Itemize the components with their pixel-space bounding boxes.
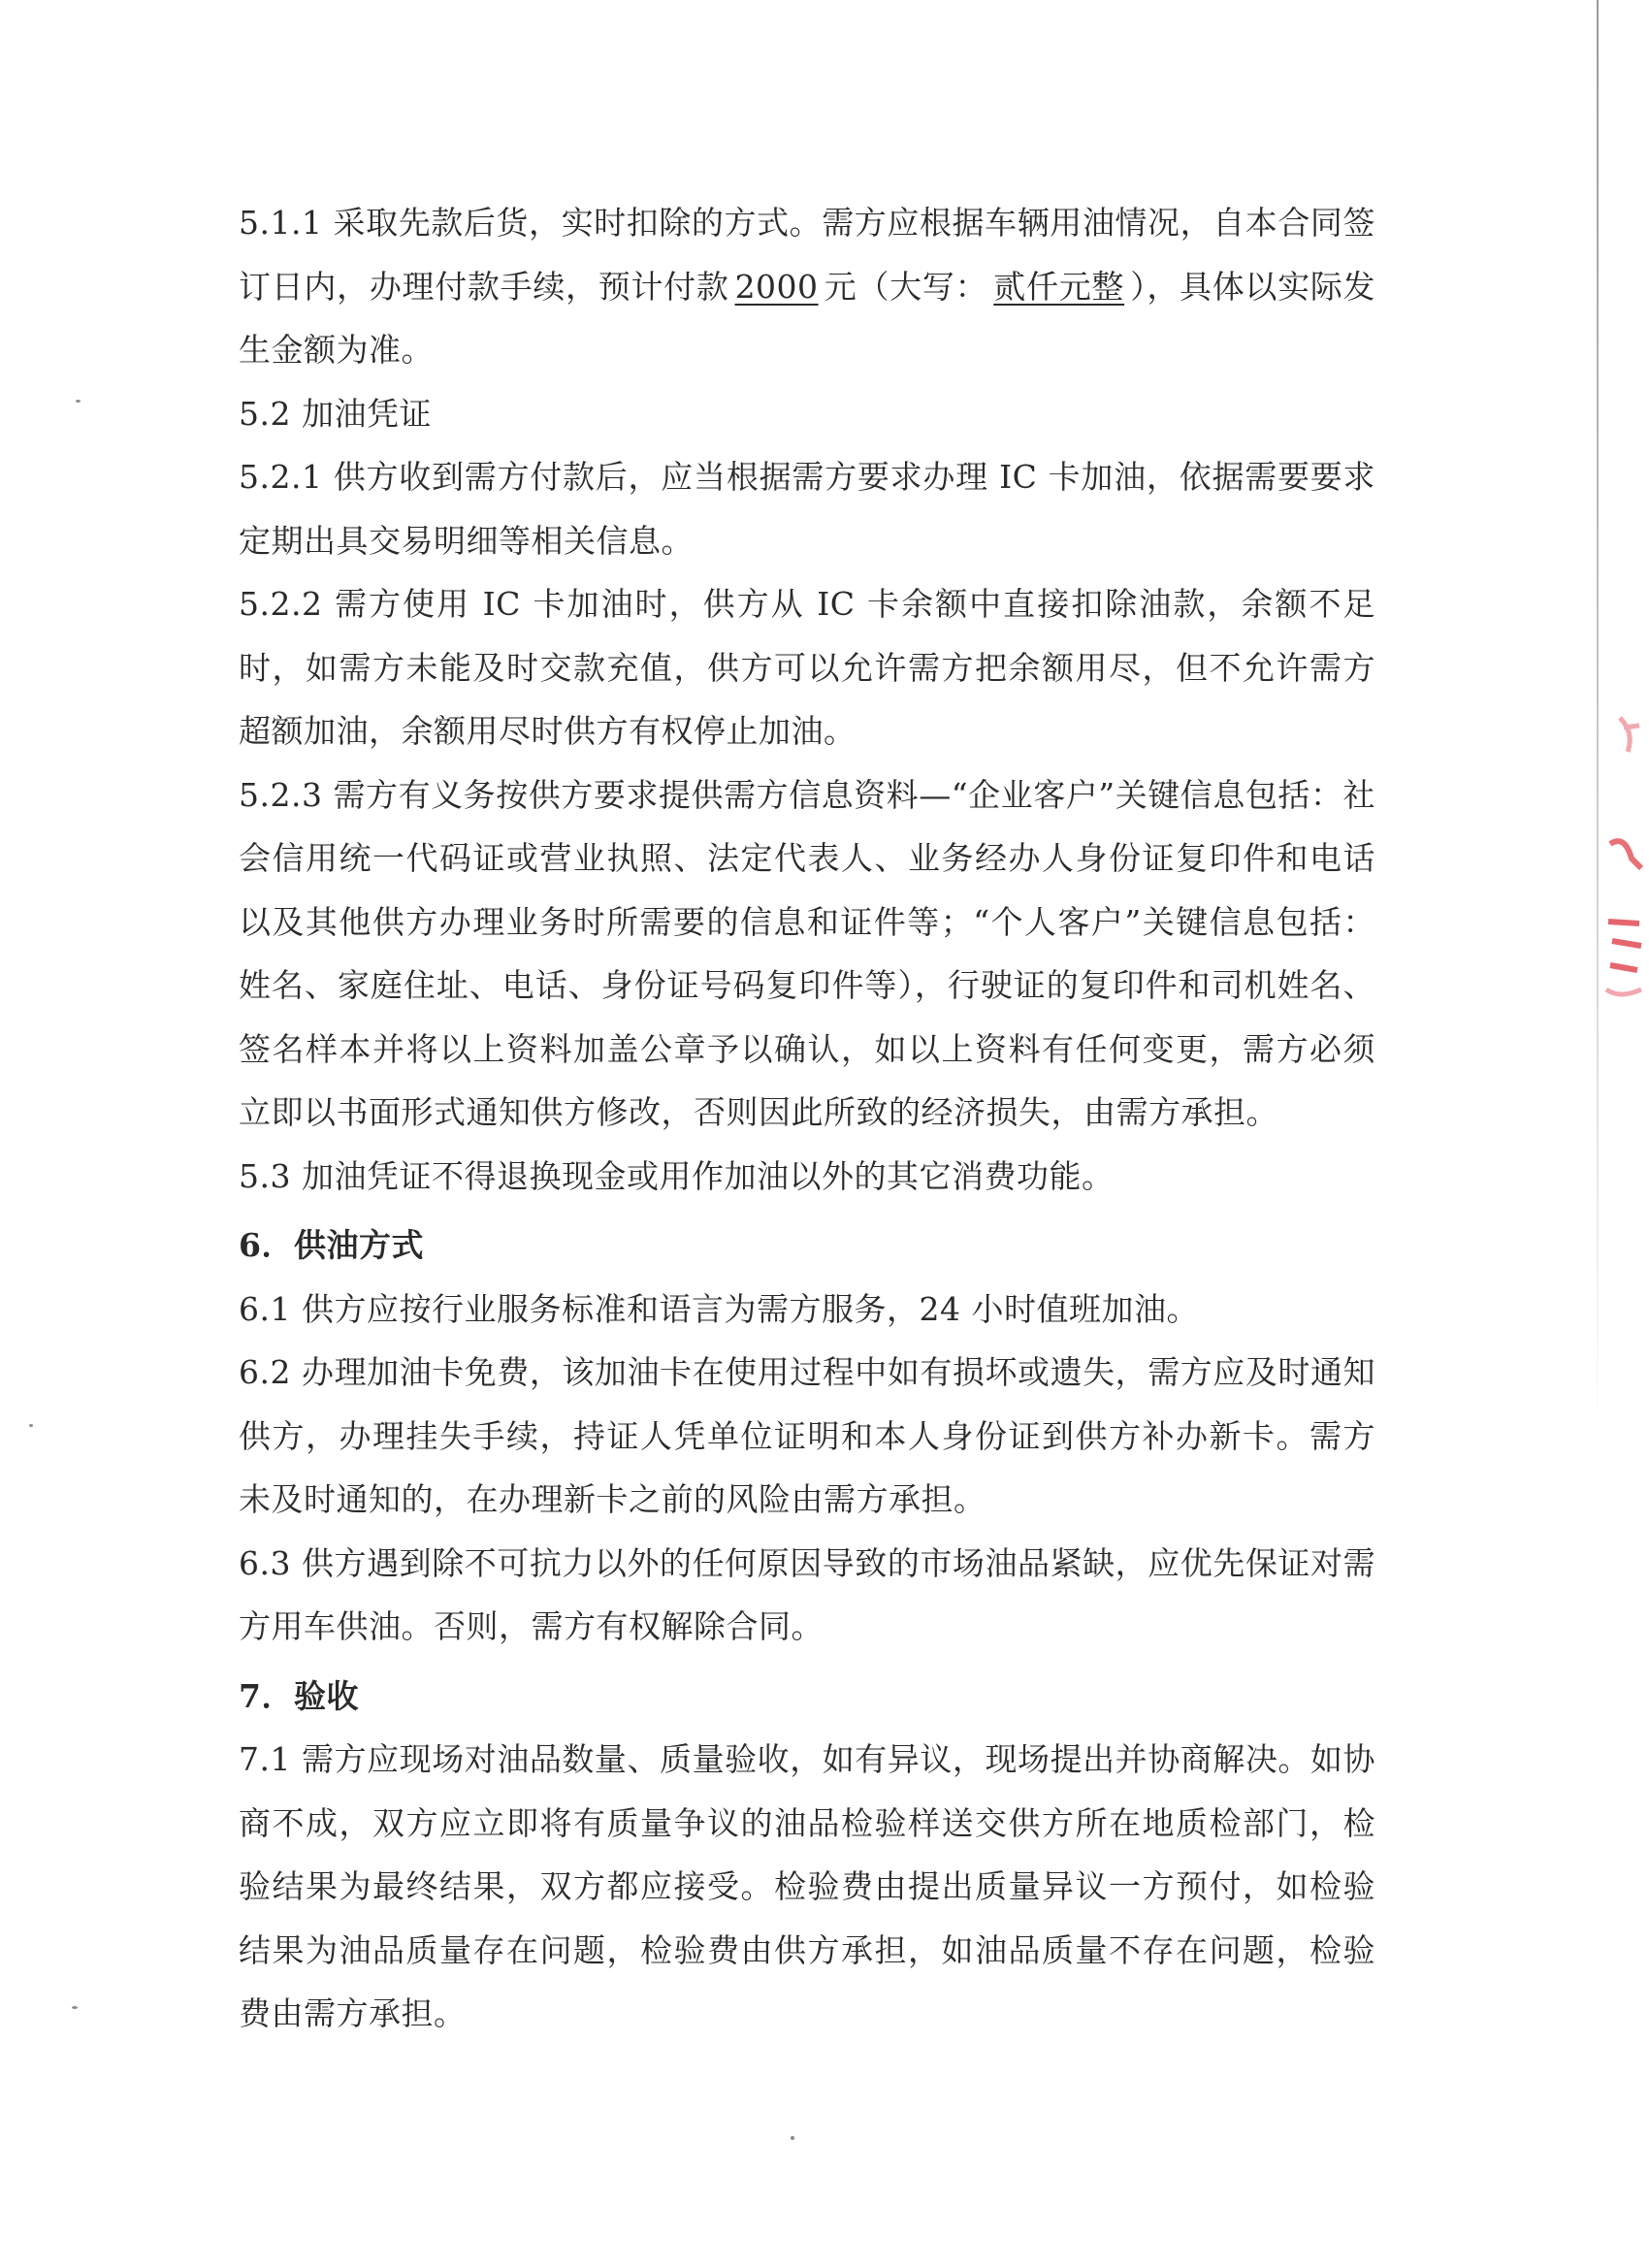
clause-5-1-1 xyxy=(239,191,1375,382)
clause-5-2-3: 5.2.3 需方有义务按供方要求提供需方信息资料—“企业客户”关键信息包括：社会信用统一代码证或营业执照、法定代表人、业务经办人身份证复印件和电话以及其他供方办理业务时所需要的信息和证件等；“个人客户”关键信息包括：姓名、家庭住址、电话、身份证号码复印件等），行驶证的复印件和司机姓名、签名样本并将以上资料加盖公章予以确认，如以上资料有任何变更，需方必须立即以书面形式通知供方修改，否则因此所致的经济损失，由需方承担。 xyxy=(239,775,1375,1131)
clause-5-2-title: 5.2 加油凭证 xyxy=(239,394,432,433)
payment-amount-field: 2000 xyxy=(734,267,819,306)
clause-5-2-2: 5.2.2 需方使用 IC 卡加油时，供方从 IC 卡余额中直接扣除油款，余额不足时，如需方未能及时交款充值，供方可以允许需方把余额用尽，但不允许需方超额加油，余额用尽时供方有权停止加油。 xyxy=(239,585,1375,750)
scan-speck xyxy=(76,400,81,403)
payment-amount-words-field: 贰仟元整 xyxy=(993,267,1125,306)
section-6-heading: 6．供油方式 xyxy=(239,1226,424,1264)
clause-5-3: 5.3 加油凭证不得退换现金或用作加油以外的其它消费功能。 xyxy=(239,1156,1115,1195)
scan-speck xyxy=(791,2136,794,2140)
clause-5-1-1-text-c: ），具体以实际发生金额为准。 xyxy=(239,267,1376,369)
clause-5-1-1-text-b: 元（大写： xyxy=(824,267,988,306)
red-seal-fragment xyxy=(1581,698,1649,1067)
clause-7-1: 7.1 需方应现场对油品数量、质量验收，如有异议，现场提出并协商解决。如协商不成，双方应立即将有质量争议的油品检验样送交供方所在地质检部门，检验结果为最终结果，双方都应接受。检验费由提出质量异议一方预付，如检验结果为油品质量存在问题，检验费由供方承担，如油品质量不存在问题，检验费由需方承担。 xyxy=(239,1740,1375,2032)
clause-6-3: 6.3 供方遇到除不可抗力以外的任何原因导致的市场油品紧缺，应优先保证对需方用车供油。否则，需方有权解除合同。 xyxy=(239,1543,1375,1645)
clause-6-1: 6.1 供方应按行业服务标准和语言为需方服务，24 小时值班加油。 xyxy=(239,1289,1199,1328)
clause-5-2-1: 5.2.1 供方收到需方付款后，应当根据需方要求办理 IC 卡加油，依据需要要求定期出具交易明细等相关信息。 xyxy=(239,458,1375,560)
document-page xyxy=(239,191,1375,2046)
clause-6-2: 6.2 办理加油卡免费，该加油卡在使用过程中如有损坏或遗失，需方应及时通知供方，办理挂失手续，持证人凭单位证明和本人身份证到供方补办新卡。需方未及时通知的，在办理新卡之前的风险由需方承担。 xyxy=(239,1353,1375,1518)
scan-speck xyxy=(29,1424,33,1427)
clause-5-1-1-text-a: 5.1.1 采取先款后货，实时扣除的方式。需方应根据车辆用油情况，自本合同签订日内，办理付款手续，预计付款 xyxy=(239,204,1375,306)
scan-speck xyxy=(72,2006,78,2009)
section-7-heading: 7．验收 xyxy=(239,1676,359,1715)
